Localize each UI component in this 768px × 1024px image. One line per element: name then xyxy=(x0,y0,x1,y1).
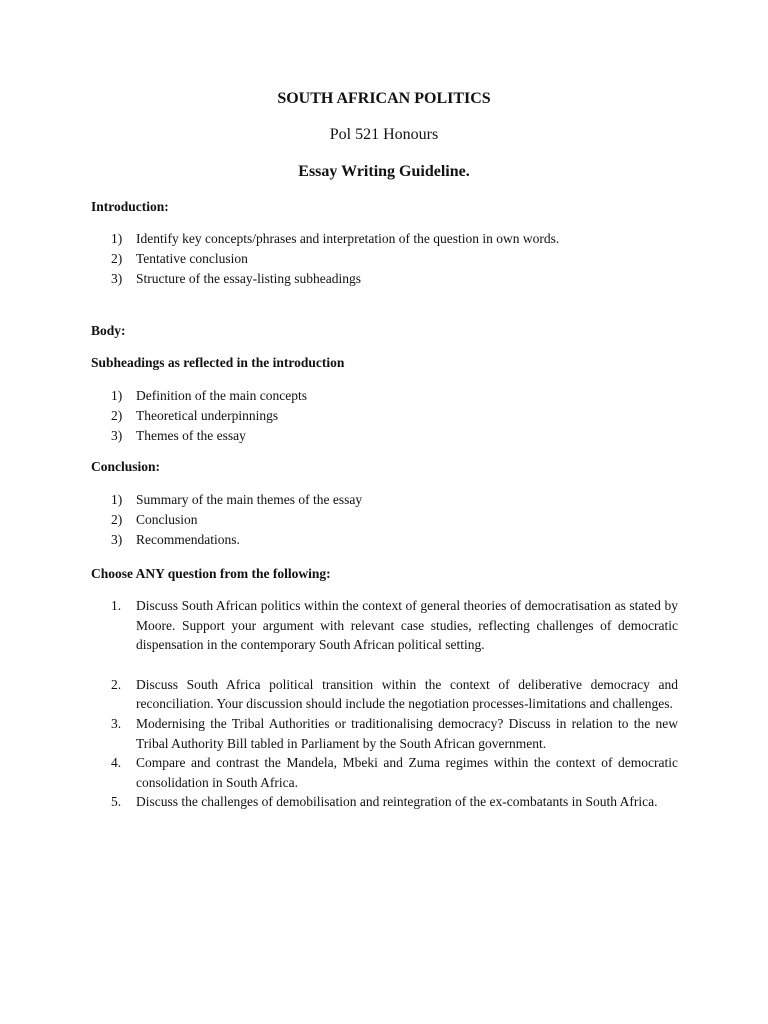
question-item xyxy=(0,714,768,753)
document-title: SOUTH AFRICAN POLITICS xyxy=(277,90,491,107)
list-item xyxy=(0,490,768,510)
list-item-text: Definition of the main concepts xyxy=(136,388,307,403)
body-heading: Body: xyxy=(91,323,126,338)
list-item-text: Structure of the essay-listing subheadings xyxy=(136,271,361,286)
list-item-text: Themes of the essay xyxy=(136,428,246,443)
question-number: 2. xyxy=(111,676,122,692)
list-item xyxy=(0,510,768,530)
question-text: Discuss South African politics within the context of general theories of democratisation as stated by Moore. Support your argument with relevant case studies, reflecting challenges of democratic dispensation in the contemporary South African political setting. xyxy=(136,598,678,653)
question-number: 1. xyxy=(111,598,122,613)
list-item-text: Theoretical underpinnings xyxy=(136,408,279,423)
question-item xyxy=(0,792,768,812)
question-text: Modernising the Tribal Authorities or traditionalising democracy? Discuss in relation to the new Tribal Authority Bill tabled in Parliament by the South African government. xyxy=(136,715,678,751)
list-item xyxy=(0,249,768,269)
question-number: 5. xyxy=(111,794,122,810)
list-item-number: 2) xyxy=(111,512,123,527)
list-item-number: 1) xyxy=(111,388,123,403)
question-number: 3. xyxy=(111,715,122,731)
list-item-number: 3) xyxy=(111,271,123,286)
list-item-number: 2) xyxy=(111,408,123,423)
body-subheading: Subheadings as reflected in the introduction xyxy=(91,355,345,370)
conclusion-list xyxy=(0,490,768,550)
conclusion-heading: Conclusion: xyxy=(91,459,161,474)
list-item-number: 3) xyxy=(111,532,123,547)
list-item-text: Conclusion xyxy=(136,512,198,527)
guideline-heading: Essay Writing Guideline. xyxy=(298,163,470,180)
list-item-text: Summary of the main themes of the essay xyxy=(136,492,363,507)
question-number: 4. xyxy=(111,755,122,771)
introduction-list xyxy=(0,229,768,289)
course-code: Pol 521 Honours xyxy=(329,126,439,143)
list-item xyxy=(0,530,768,550)
questions-list xyxy=(0,596,768,812)
question-item xyxy=(0,675,768,714)
question-item xyxy=(0,596,768,655)
list-item-text: Tentative conclusion xyxy=(136,251,248,266)
list-item xyxy=(0,386,768,406)
list-item-text: Identify key concepts/phrases and interpretation of the question in own words. xyxy=(136,231,560,246)
list-item-number: 1) xyxy=(111,231,123,246)
questions-heading: Choose ANY question from the following: xyxy=(91,566,331,581)
list-item-number: 1) xyxy=(111,492,123,507)
question-text: Compare and contrast the Mandela, Mbeki and Zuma regimes within the context of democratic consolidation in South Africa. xyxy=(136,755,678,790)
list-item xyxy=(0,229,768,249)
question-text: Discuss the challenges of demobilisation and reintegration of the ex-combatants in South Africa. xyxy=(136,794,658,810)
list-item xyxy=(0,426,768,446)
question-item xyxy=(0,753,768,792)
list-item xyxy=(0,406,768,426)
body-list xyxy=(0,386,768,446)
list-item-number: 3) xyxy=(111,428,123,443)
question-text: Discuss South Africa political transition within the context of deliberative democracy and reconciliation. Your discussion should include the negotiation processes-limitations and challenges. xyxy=(136,676,678,712)
list-item-number: 2) xyxy=(111,251,123,266)
list-item xyxy=(0,269,768,289)
list-item-text: Recommendations. xyxy=(136,532,240,547)
introduction-heading: Introduction: xyxy=(91,199,169,214)
